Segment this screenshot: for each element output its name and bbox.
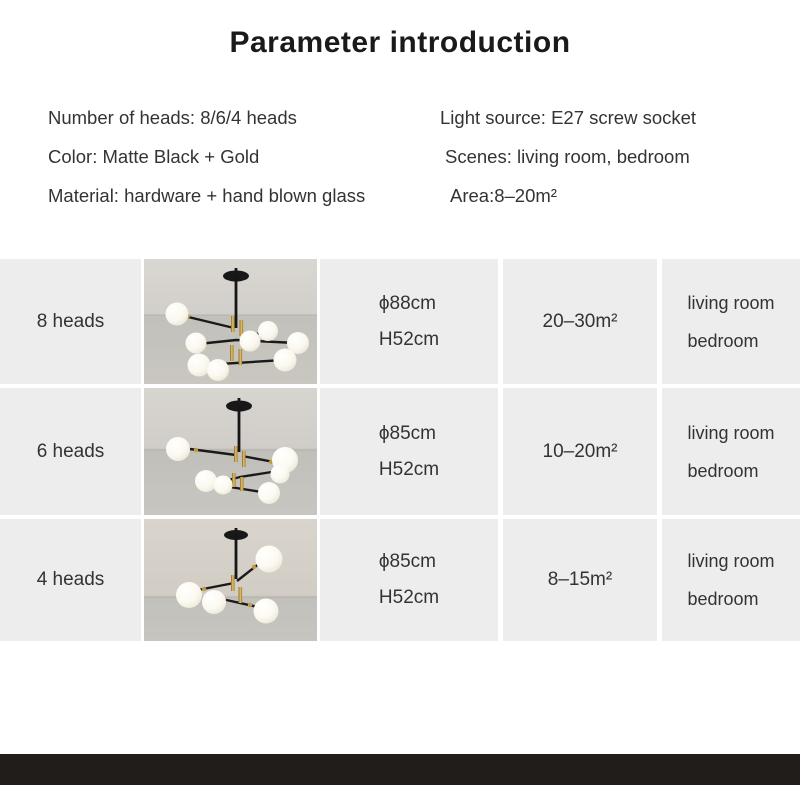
dimensions-cell: [320, 519, 498, 641]
chandelier-8-heads-photo: [144, 259, 317, 384]
rooms-cell: [662, 519, 800, 641]
room-value: bedroom: [687, 460, 759, 481]
diameter-value: ϕ85cm: [378, 551, 437, 572]
room-value: living room: [687, 292, 775, 313]
chandelier-6-heads-photo: [144, 388, 317, 515]
height-value: H52cm: [378, 328, 440, 350]
table-row-6-heads: [0, 388, 800, 515]
area-cell: [503, 388, 657, 515]
chandelier-4-heads-photo: [144, 519, 317, 641]
param-material: Material: hardware + hand blown glass: [48, 185, 366, 206]
rooms-cell: [662, 259, 800, 384]
table-row-4-heads: [0, 519, 800, 641]
area-value: 20–30m²: [542, 310, 618, 332]
room-value: living room: [687, 551, 775, 571]
room-value: bedroom: [687, 589, 759, 609]
param-scenes: Scenes: living room, bedroom: [445, 146, 690, 167]
param-color: Color: Matte Black + Gold: [48, 146, 260, 167]
room-value: bedroom: [687, 330, 759, 351]
rooms-cell: [662, 388, 800, 515]
product-photo-cell: [144, 259, 317, 384]
heads-label-cell: [0, 388, 141, 515]
area-cell: [503, 519, 657, 641]
specification-table: [0, 259, 800, 641]
heads-label-cell: [0, 519, 141, 641]
area-value: 10–20m²: [542, 440, 618, 462]
dimensions-cell: [320, 259, 498, 384]
diameter-value: ϕ88cm: [378, 292, 437, 314]
heads-label: 6 heads: [36, 440, 105, 462]
diameter-value: ϕ85cm: [378, 422, 437, 444]
parameter-column-left: [48, 98, 365, 215]
area-cell: [503, 259, 657, 384]
param-light-source: Light source: E27 screw socket: [440, 107, 697, 128]
table-row-8-heads: [0, 259, 800, 384]
heads-label: 8 heads: [36, 310, 105, 332]
area-value: 8–15m²: [547, 569, 613, 590]
dimensions-cell: [320, 388, 498, 515]
bottom-divider-bar: [0, 754, 800, 785]
height-value: H52cm: [378, 587, 440, 608]
product-photo-cell: [144, 519, 317, 641]
heads-label: 4 heads: [36, 569, 105, 590]
page-title: Parameter introduction: [229, 26, 571, 59]
heads-label-cell: [0, 259, 141, 384]
parameter-column-right: [440, 98, 696, 215]
param-number-of-heads: Number of heads: 8/6/4 heads: [48, 107, 297, 128]
param-area: Area:8–20m²: [450, 185, 557, 206]
product-photo-cell: [144, 388, 317, 515]
height-value: H52cm: [378, 458, 440, 480]
room-value: living room: [687, 422, 775, 443]
